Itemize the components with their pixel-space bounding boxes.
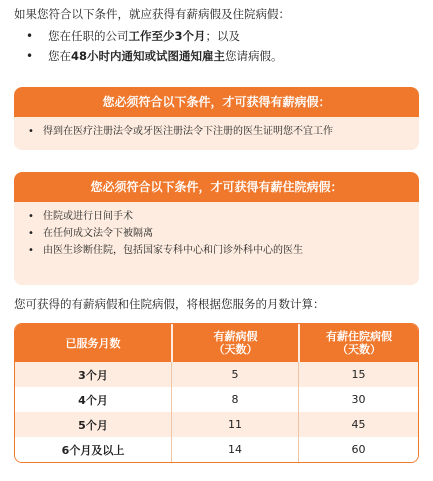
bullet-icon: • xyxy=(28,245,34,256)
card-heading: 您必须符合以下条件，才可获得有薪住院病假： xyxy=(14,172,419,202)
header-hospital-leave xyxy=(298,324,418,362)
cell-months: 3个月 xyxy=(15,362,171,387)
header-sick-leave xyxy=(171,324,298,362)
list-item xyxy=(26,28,283,48)
table-row xyxy=(15,437,418,462)
header-line: 有薪病假 xyxy=(213,330,258,343)
sick-leave-card xyxy=(14,87,419,150)
cell-hospital-days: 30 xyxy=(298,387,418,412)
list-item-text: 得到在医疗注册法令或牙医注册法令下注册的医生证明您不宜工作 xyxy=(43,126,333,137)
list-item xyxy=(26,48,283,68)
bullet-icon: • xyxy=(26,49,34,63)
header-line: 有薪住院病假 xyxy=(326,330,392,343)
cell-sick-days: 8 xyxy=(171,387,298,412)
table-header-row xyxy=(15,324,418,362)
list-item-text: 由医生诊断住院，包括国家专科中心和门诊外科中心的医生 xyxy=(43,245,303,256)
cell-sick-days: 14 xyxy=(171,437,298,462)
intro-text: 如果您符合以下条件，就应获得有薪病假及住院病假： xyxy=(14,7,290,21)
condition-text xyxy=(48,28,240,44)
condition-before: 您在任职的公司 xyxy=(48,29,129,43)
cell-sick-days: 11 xyxy=(171,412,298,437)
leave-days-table xyxy=(14,323,419,463)
condition-after: 您请病假。 xyxy=(225,49,283,63)
cell-months: 4个月 xyxy=(15,387,171,412)
table-row xyxy=(15,412,418,437)
list-item xyxy=(14,227,419,244)
condition-text xyxy=(48,48,283,64)
cell-months: 6个月及以上 xyxy=(15,437,171,462)
card-list xyxy=(14,117,419,142)
cell-sick-days: 5 xyxy=(171,362,298,387)
cell-hospital-days: 45 xyxy=(298,412,418,437)
cell-hospital-days: 15 xyxy=(298,362,418,387)
list-item-text: 住院或进行日间手术 xyxy=(43,211,133,222)
condition-bold: 48小时内通知或试图通知雇主 xyxy=(71,49,226,63)
bullet-icon: • xyxy=(28,211,34,222)
header-line: （天数） xyxy=(213,343,258,356)
table-row xyxy=(15,362,418,387)
bullet-icon: • xyxy=(28,126,34,137)
card-list xyxy=(14,202,419,261)
condition-before: 您在 xyxy=(48,49,71,63)
bullet-icon: • xyxy=(26,29,34,43)
table-row xyxy=(15,387,418,412)
cell-months: 5个月 xyxy=(15,412,171,437)
conditions-list xyxy=(26,28,283,68)
hospital-leave-card xyxy=(14,172,419,285)
list-item-text: 在任何成文法令下被隔离 xyxy=(43,228,153,239)
header-months xyxy=(15,324,171,362)
list-item xyxy=(14,210,419,227)
condition-bold: 工作至少3个月 xyxy=(128,29,206,43)
cell-hospital-days: 60 xyxy=(298,437,418,462)
condition-after: ；以及 xyxy=(205,29,241,43)
bullet-icon: • xyxy=(28,228,34,239)
list-item xyxy=(14,125,419,142)
table-intro: 您可获得的有薪病假和住院病假，将根据您服务的月数计算： xyxy=(14,297,325,311)
header-line: 已服务月数 xyxy=(65,336,121,350)
card-heading: 您必须符合以下条件，才可获得有薪病假： xyxy=(14,87,419,117)
header-line: （天数） xyxy=(337,343,381,356)
list-item xyxy=(14,244,419,261)
